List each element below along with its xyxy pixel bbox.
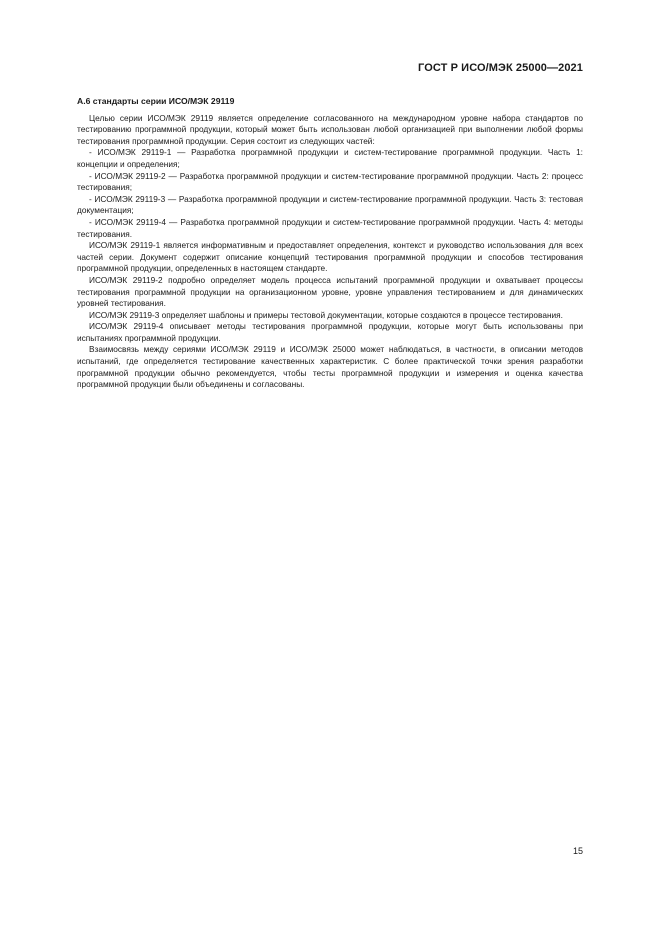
paragraph-part-2-description: ИСО/МЭК 29119-2 подробно определяет модель процесса испытаний программной продукции и охватывает процессы тестирования программной продукции на организационном уровне, уровне управления тестированием и для динамических уровней тестирования.	[77, 274, 583, 309]
list-item-part-2: - ИСО/МЭК 29119-2 — Разработка программной продукции и систем-тестирование программной продукции. Часть 2: процесс тестирования;	[77, 170, 583, 193]
list-item-part-4: - ИСО/МЭК 29119-4 — Разработка программной продукции и систем-тестирование программной продукции. Часть 4: методы тестирования.	[77, 216, 583, 239]
paragraph-relationship: Взаимосвязь между сериями ИСО/МЭК 29119 и ИСО/МЭК 25000 может наблюдаться, в частности, в описании методов испытаний, где определяется тестирование качественных характеристик. С более практической точки зрения разработки программной продукции обычно рекомендуется, чтобы тесты программной продукции и измерения и оценка качества программной продукции были объединены и согласованы.	[77, 344, 583, 390]
page-number: 15	[572, 846, 583, 856]
list-item-part-3: - ИСО/МЭК 29119-3 — Разработка программной продукции и систем-тестирование программной продукции. Часть 3: тестовая документация;	[77, 193, 583, 216]
page-body	[77, 96, 583, 391]
paragraph-intro: Целью серии ИСО/МЭК 29119 является определение согласованного на международном уровне набора стандартов по тестированию программной продукции, который может быть использован любой организацией при выполнении любой формы тестирования программной продукции. Серия состоит из следующих частей:	[77, 112, 583, 146]
section-title: А.6 стандарты серии ИСО/МЭК 29119	[77, 96, 235, 106]
document-header-code: ГОСТ Р ИСО/МЭК 25000—2021	[418, 62, 583, 74]
list-item-part-1: - ИСО/МЭК 29119-1 — Разработка программной продукции и систем-тестирование программной продукции. Часть 1: концепции и определения;	[77, 147, 583, 169]
paragraph-part-1-description: ИСО/МЭК 29119-1 является информативным и предоставляет определения, контекст и руководство использования для всех частей серии. Документ содержит описание концепций тестирования программной продукции и способов тестирования программной продукции, определенных в настоящем стандарте.	[77, 240, 583, 274]
paragraph-part-4-description: ИСО/МЭК 29119-4 описывает методы тестирования программной продукции, которые могут быть использованы при испытаниях программной продукции.	[77, 321, 583, 343]
paragraph-part-3-description: ИСО/МЭК 29119-3 определяет шаблоны и примеры тестовой документации, которые создаются в процессе тестирования.	[89, 309, 563, 320]
